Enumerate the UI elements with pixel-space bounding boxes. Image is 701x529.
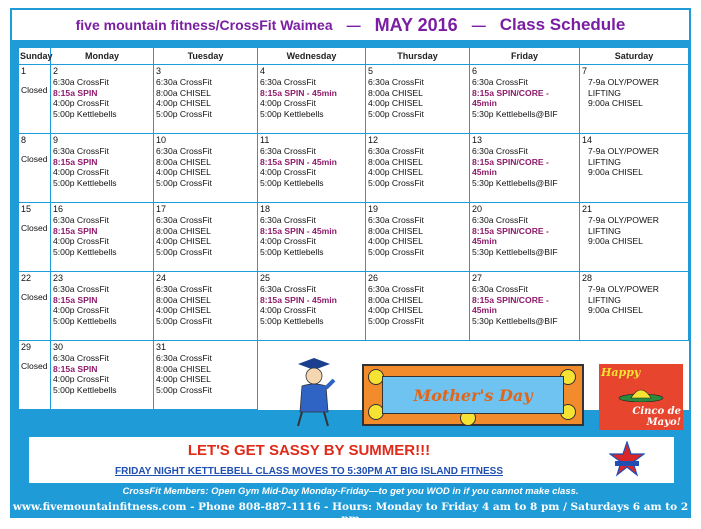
class-entry: 4:00p CHISEL xyxy=(156,167,211,178)
weekday-header: Friday xyxy=(470,48,580,65)
day-number: 29 xyxy=(21,342,32,352)
day-cell xyxy=(19,65,51,134)
class-entry: 6:30a CrossFit xyxy=(472,214,528,225)
day-number: 4 xyxy=(260,66,266,76)
class-entry: 5:00p Kettlebells xyxy=(260,178,324,189)
class-entry: 4:00p CHISEL xyxy=(368,236,423,247)
day-cell xyxy=(580,203,689,272)
page-title xyxy=(10,8,691,42)
class-entry: 4:00p CHISEL xyxy=(368,305,423,316)
calendar-body xyxy=(19,65,689,410)
day-number: 2 xyxy=(53,66,59,76)
class-entry: 5:00p CrossFit xyxy=(156,247,212,258)
day-number: 25 xyxy=(260,273,271,283)
day-number: 16 xyxy=(53,204,64,214)
week-row xyxy=(19,134,689,203)
class-entry: 8:00a CHISEL xyxy=(156,225,211,236)
class-entry: 8:15a SPIN xyxy=(53,294,98,305)
class-entry: 6:30a CrossFit xyxy=(156,76,212,87)
class-entry: 45min xyxy=(472,167,497,178)
class-entry: 4:00p CHISEL xyxy=(156,305,211,316)
class-entry: 4:00p CrossFit xyxy=(53,305,109,316)
class-entry: 8:15a SPIN/CORE - xyxy=(472,156,549,167)
day-number: 9 xyxy=(53,135,59,145)
day-cell xyxy=(258,272,366,341)
class-entry: 5:00p CrossFit xyxy=(156,385,212,396)
class-entry: 5:00p CrossFit xyxy=(156,178,212,189)
class-entry: 5:00p CrossFit xyxy=(368,178,424,189)
class-entry: 5:30p Kettlebells@BIF xyxy=(472,178,558,189)
closed-label: Closed xyxy=(21,222,48,233)
day-number: 14 xyxy=(582,135,593,145)
graduate-icon xyxy=(288,356,336,428)
class-entry: 6:30a CrossFit xyxy=(260,214,316,225)
promo-subline[interactable]: FRIDAY NIGHT KETTLEBELL CLASS MOVES TO 5:30PM AT BIG ISLAND FITNESS xyxy=(114,466,503,477)
day-cell xyxy=(366,272,470,341)
class-entry: 5:00p Kettlebells xyxy=(260,109,324,120)
class-entry: 6:30a CrossFit xyxy=(472,283,528,294)
day-number: 15 xyxy=(21,204,32,214)
day-cell xyxy=(19,203,51,272)
class-entry: 4:00p CHISEL xyxy=(156,236,211,247)
class-entry: LIFTING xyxy=(588,156,621,167)
day-number: 18 xyxy=(260,204,271,214)
class-entry: 6:30a CrossFit xyxy=(260,145,316,156)
class-entry: 5:00p Kettlebells xyxy=(53,316,117,327)
class-entry: 4:00p CrossFit xyxy=(53,167,109,178)
class-entry: 4:00p CHISEL xyxy=(368,98,423,109)
day-number: 23 xyxy=(53,273,64,283)
class-entry: 8:15a SPIN xyxy=(53,156,98,167)
class-entry: 6:30a CrossFit xyxy=(53,76,109,87)
class-entry: 8:00a CHISEL xyxy=(156,156,211,167)
day-number: 5 xyxy=(368,66,374,76)
day-number: 30 xyxy=(53,342,64,352)
class-entry: 5:00p Kettlebells xyxy=(53,109,117,120)
memorial-day-star-icon xyxy=(609,441,645,479)
day-cell xyxy=(258,203,366,272)
closed-label: Closed xyxy=(21,84,48,95)
day-cell xyxy=(51,272,154,341)
closed-label: Closed xyxy=(21,360,48,371)
day-number: 3 xyxy=(156,66,162,76)
day-number: 17 xyxy=(156,204,167,214)
cinco-de-mayo-graphic xyxy=(599,364,683,430)
weekday-header-row xyxy=(19,48,689,65)
promo-box xyxy=(28,436,675,484)
day-cell xyxy=(258,134,366,203)
class-entry: 5:00p Kettlebells xyxy=(53,385,117,396)
mothers-day-text: Mother's Day xyxy=(382,376,564,414)
day-cell xyxy=(154,65,258,134)
class-entry: 4:00p CHISEL xyxy=(156,98,211,109)
day-number: 13 xyxy=(472,135,483,145)
class-entry: 8:15a SPIN - 45min xyxy=(260,156,337,167)
class-entry: 45min xyxy=(472,236,497,247)
schedule-frame xyxy=(10,8,691,525)
day-number: 21 xyxy=(582,204,593,214)
day-cell xyxy=(19,134,51,203)
class-entry: 6:30a CrossFit xyxy=(156,283,212,294)
day-number: 27 xyxy=(472,273,483,283)
day-number: 19 xyxy=(368,204,379,214)
day-number: 12 xyxy=(368,135,379,145)
class-entry: 8:00a CHISEL xyxy=(368,156,423,167)
class-entry: 8:15a SPIN - 45min xyxy=(260,225,337,236)
class-entry: 7-9a OLY/POWER xyxy=(588,145,659,156)
class-entry: 5:00p CrossFit xyxy=(368,247,424,258)
class-entry: 6:30a CrossFit xyxy=(53,283,109,294)
class-entry: 6:30a CrossFit xyxy=(472,145,528,156)
day-number: 26 xyxy=(368,273,379,283)
class-entry: 5:00p CrossFit xyxy=(368,109,424,120)
day-cell xyxy=(580,65,689,134)
class-entry: 6:30a CrossFit xyxy=(260,76,316,87)
month-label: MAY 2016 xyxy=(374,14,458,35)
weekday-header: Monday xyxy=(51,48,154,65)
class-entry: 6:30a CrossFit xyxy=(368,76,424,87)
class-entry: 9:00a CHISEL xyxy=(588,305,643,316)
day-cell xyxy=(51,134,154,203)
day-cell xyxy=(19,272,51,341)
week-row xyxy=(19,272,689,341)
day-cell xyxy=(19,341,51,410)
title-dash-2: — xyxy=(471,17,486,33)
day-number: 8 xyxy=(21,135,27,145)
day-cell xyxy=(154,341,258,410)
day-cell xyxy=(470,134,580,203)
day-number: 1 xyxy=(21,66,27,76)
week-row xyxy=(19,341,689,410)
title-dash-1: — xyxy=(346,17,361,33)
class-entry: 6:30a CrossFit xyxy=(53,214,109,225)
day-cell xyxy=(258,65,366,134)
day-number: 20 xyxy=(472,204,483,214)
gym-name: five mountain fitness/CrossFit Waimea xyxy=(75,17,333,33)
members-note: CrossFit Members: Open Gym Mid-Day Monday-Friday—to get you WOD in if you cannot make class. xyxy=(122,486,579,497)
schedule-label: Class Schedule xyxy=(499,15,626,34)
class-entry: LIFTING xyxy=(588,225,621,236)
class-entry: 4:00p CrossFit xyxy=(260,98,316,109)
day-number: 6 xyxy=(472,66,478,76)
class-entry: 8:15a SPIN/CORE - xyxy=(472,294,549,305)
class-entry: 8:15a SPIN - 45min xyxy=(260,294,337,305)
promo-headline: LET'S GET SASSY BY SUMMER!!! xyxy=(187,442,431,459)
day-cell xyxy=(580,272,689,341)
class-entry: 6:30a CrossFit xyxy=(53,352,109,363)
class-entry: 8:00a CHISEL xyxy=(156,294,211,305)
weekday-header: Sunday xyxy=(19,48,51,65)
week-row xyxy=(19,65,689,134)
day-cell xyxy=(51,65,154,134)
weekday-header: Tuesday xyxy=(154,48,258,65)
class-entry: 7-9a OLY/POWER xyxy=(588,283,659,294)
class-entry: 9:00a CHISEL xyxy=(588,167,643,178)
day-cell xyxy=(470,203,580,272)
class-entry: 6:30a CrossFit xyxy=(368,145,424,156)
class-entry: 9:00a CHISEL xyxy=(588,98,643,109)
cinco-text: Cinco de Mayo! xyxy=(632,406,681,428)
closed-label: Closed xyxy=(21,153,48,164)
day-cell xyxy=(470,272,580,341)
day-cell xyxy=(154,134,258,203)
weekday-header: Thursday xyxy=(366,48,470,65)
class-entry: 6:30a CrossFit xyxy=(368,214,424,225)
cinco-happy-text: Happy xyxy=(601,366,641,379)
class-entry: 5:30p Kettlebells@BIF xyxy=(472,316,558,327)
closed-label: Closed xyxy=(21,291,48,302)
class-entry: 6:30a CrossFit xyxy=(368,283,424,294)
day-cell xyxy=(51,203,154,272)
day-cell xyxy=(154,203,258,272)
calendar-table xyxy=(18,47,689,410)
class-entry: 8:15a SPIN/CORE - xyxy=(472,225,549,236)
class-entry: 8:00a CHISEL xyxy=(156,363,211,374)
day-cell xyxy=(51,341,154,410)
class-entry: 4:00p CHISEL xyxy=(368,167,423,178)
class-entry: 6:30a CrossFit xyxy=(156,214,212,225)
class-entry: 7-9a OLY/POWER xyxy=(588,214,659,225)
class-entry: 5:00p Kettlebells xyxy=(260,247,324,258)
weekday-header: Saturday xyxy=(580,48,689,65)
mothers-day-graphic xyxy=(362,364,584,426)
class-entry: 5:30p Kettlebells@BIF xyxy=(472,247,558,258)
class-entry: 8:00a CHISEL xyxy=(368,87,423,98)
day-cell xyxy=(366,134,470,203)
class-entry: 8:15a SPIN xyxy=(53,87,98,98)
class-entry: 4:00p CrossFit xyxy=(53,374,109,385)
day-cell xyxy=(366,65,470,134)
day-cell xyxy=(470,65,580,134)
class-entry: 4:00p CrossFit xyxy=(53,98,109,109)
class-entry: 5:00p CrossFit xyxy=(156,109,212,120)
class-entry: 6:30a CrossFit xyxy=(53,145,109,156)
weekday-header: Wednesday xyxy=(258,48,366,65)
class-entry: 4:00p CrossFit xyxy=(260,305,316,316)
sombrero-icon xyxy=(618,384,664,402)
class-entry: 4:00p CHISEL xyxy=(156,374,211,385)
class-entry: 6:30a CrossFit xyxy=(260,283,316,294)
day-cell xyxy=(154,272,258,341)
class-entry: 45min xyxy=(472,305,497,316)
class-entry: 6:30a CrossFit xyxy=(156,352,212,363)
class-entry: 8:00a CHISEL xyxy=(368,225,423,236)
class-entry: 5:30p Kettlebells@BIF xyxy=(472,109,558,120)
class-entry: 4:00p CrossFit xyxy=(53,236,109,247)
day-number: 10 xyxy=(156,135,167,145)
class-entry: 4:00p CrossFit xyxy=(260,167,316,178)
day-number: 31 xyxy=(156,342,167,352)
class-entry: 7-9a OLY/POWER xyxy=(588,76,659,87)
contact-line[interactable]: www.fivemountainfitness.com - Phone 808-887-1116 - Hours: Monday to Friday 4 am to 8 pm / Saturdays 6 am to 2 pm xyxy=(12,501,689,525)
class-entry: 5:00p Kettlebells xyxy=(53,178,117,189)
class-entry: 8:00a CHISEL xyxy=(368,294,423,305)
class-entry: LIFTING xyxy=(588,87,621,98)
day-number: 22 xyxy=(21,273,32,283)
day-cell xyxy=(366,203,470,272)
class-entry: 5:00p Kettlebells xyxy=(260,316,324,327)
class-entry: 8:15a SPIN xyxy=(53,363,98,374)
class-entry: 8:15a SPIN - 45min xyxy=(260,87,337,98)
class-entry: 6:30a CrossFit xyxy=(156,145,212,156)
class-entry: 8:15a SPIN xyxy=(53,225,98,236)
class-entry: 9:00a CHISEL xyxy=(588,236,643,247)
class-entry: 4:00p CrossFit xyxy=(260,236,316,247)
class-entry: 6:30a CrossFit xyxy=(472,76,528,87)
class-entry: LIFTING xyxy=(588,294,621,305)
day-number: 24 xyxy=(156,273,167,283)
class-entry: 8:15a SPIN/CORE - xyxy=(472,87,549,98)
class-entry: 5:00p Kettlebells xyxy=(53,247,117,258)
class-entry: 5:00p CrossFit xyxy=(368,316,424,327)
day-cell xyxy=(580,134,689,203)
class-entry: 5:00p CrossFit xyxy=(156,316,212,327)
day-number: 7 xyxy=(582,66,588,76)
day-number: 11 xyxy=(260,135,270,145)
week-row xyxy=(19,203,689,272)
class-entry: 8:00a CHISEL xyxy=(156,87,211,98)
day-number: 28 xyxy=(582,273,593,283)
class-entry: 45min xyxy=(472,98,497,109)
